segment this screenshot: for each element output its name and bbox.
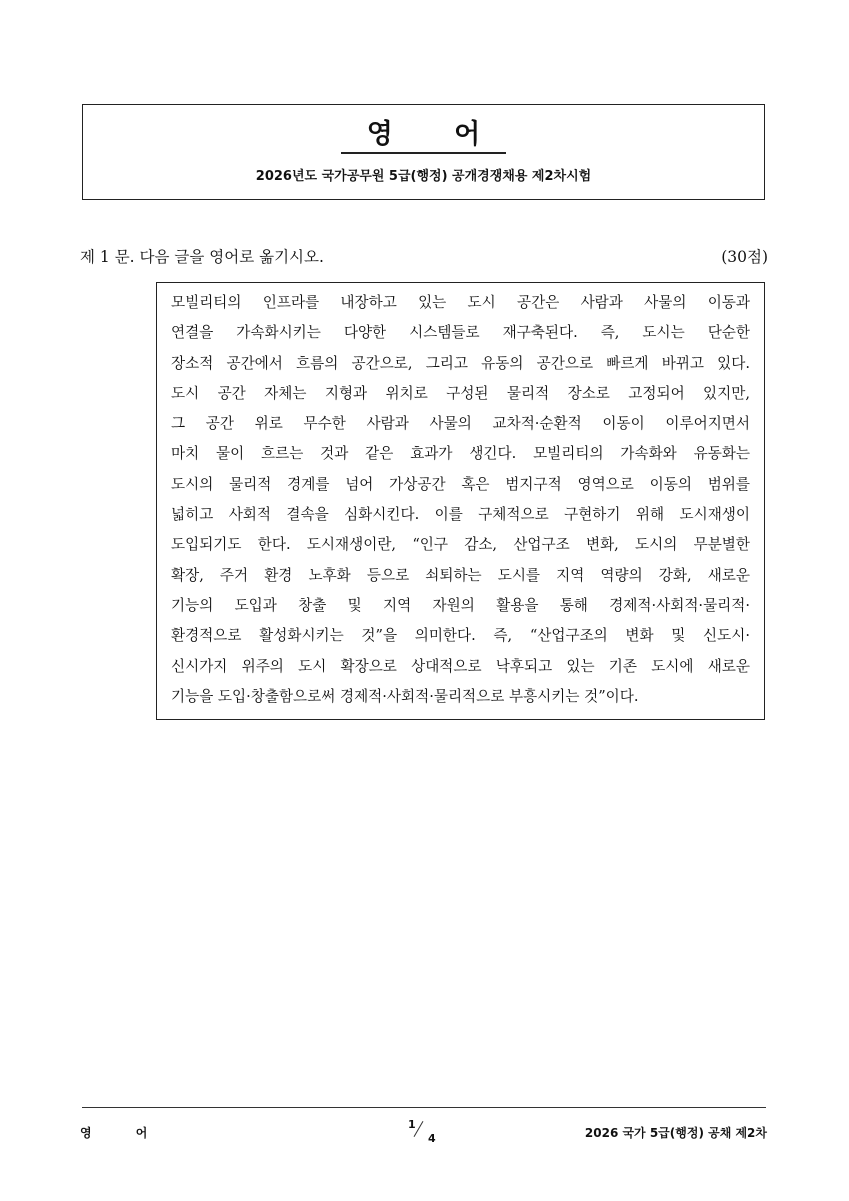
passage-line: 마치 물이 흐르는 것과 같은 효과가 생긴다. 모빌리티의 가속화와 유동화는	[171, 445, 750, 463]
exam-name: 2026년도 국가공무원 5급(행정) 공개경쟁채용 제2차시험	[255, 169, 592, 184]
page-indicator	[406, 1116, 446, 1146]
question-line	[80, 246, 768, 268]
page-current: 1	[408, 1118, 416, 1131]
subject-title	[83, 119, 764, 151]
passage-line: 기능을 도입·창출함으로써 경제적·사회적·물리적으로 부흥시키는 것”이다.	[171, 687, 639, 705]
passage-line: 도시의 물리적 경계를 넘어 가상공간 혹은 범지구적 영역으로 이동의 범위를	[171, 475, 750, 493]
question-prompt: 제 1 문. 다음 글을 영어로 옮기시오.	[80, 248, 324, 266]
footer-exam-label: 2026 국가 5급(행정) 공채 제2차	[584, 1126, 767, 1140]
footer-divider	[82, 1107, 766, 1108]
passage-line: 도입되기도 한다. 도시재생이란, “인구 감소, 산업구조 변화, 도시의 무분별한	[171, 536, 750, 554]
passage-line: 그 공간 위로 무수한 사람과 사물의 교차적·순환적 이동이 이루어지면서	[171, 415, 750, 433]
passage-line: 기능의 도입과 창출 및 지역 자원의 활용을 통해 경제적·사회적·물리적·	[171, 596, 750, 614]
passage-line: 도시 공간 자체는 지형과 위치로 구성된 물리적 장소로 고정되어 있지만,	[171, 384, 750, 402]
passage-line: 장소적 공간에서 흐름의 공간으로, 그리고 유동의 공간으로 빠르게 바뀌고 있다.	[171, 354, 750, 372]
passage-line: 신시가지 위주의 도시 확장으로 상대적으로 낙후되고 있는 기존 도시에 새로운	[171, 657, 750, 675]
question-points: (30점)	[721, 248, 768, 266]
passage-line: 환경적으로 활성화시키는 것”을 의미한다. 즉, “산업구조의 변화 및 신도시·	[171, 627, 750, 645]
passage-line: 연결을 가속화시키는 다양한 시스템들로 재구축된다. 즉, 도시는 단순한	[171, 324, 750, 342]
exam-header-box	[82, 104, 765, 200]
subject-title-text: 영 어	[341, 119, 507, 154]
footer-subject: 영 어	[80, 1126, 168, 1140]
passage-line: 넓히고 사회적 결속을 심화시킨다. 이를 구체적으로 구현하기 위해 도시재생이	[171, 506, 750, 524]
passage-box	[156, 282, 765, 720]
passage-line: 확장, 주거 환경 노후화 등으로 쇠퇴하는 도시를 지역 역량의 강화, 새로운	[171, 566, 750, 584]
passage-line: 모빌리티의 인프라를 내장하고 있는 도시 공간은 사람과 사물의 이동과	[171, 294, 750, 311]
page-total: 4	[428, 1132, 436, 1145]
